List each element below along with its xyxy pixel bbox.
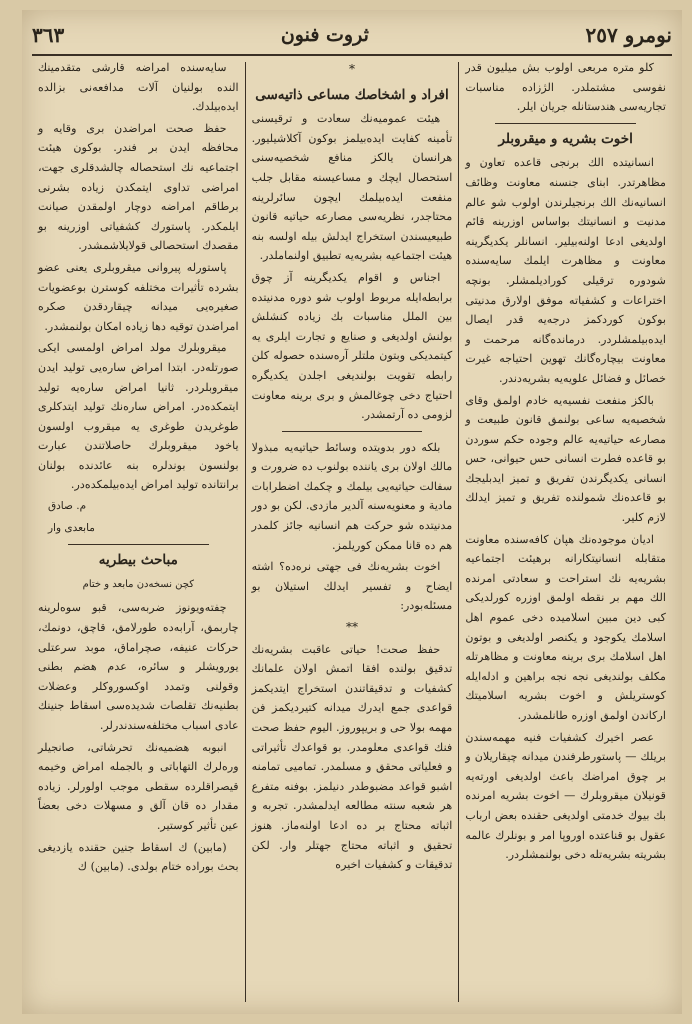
- column-right: [459, 58, 672, 1006]
- paragraph: (مابين) ك اسقاط جنين حقندە يازديغى بحث بوراده ختام بولدى. (مابين) ك: [37, 840, 239, 874]
- paragraph: بلكە دور بدويتدە وسائط حياتيەيە مبذولا مالك اولان برى يانندە بولنوب دە ضرورت و سفالت حياتيەيى بيلمك و چكمك اضطرابات مادية و معنويەسنە آلدير مازدى. لكن بو دور مدنيتدە شو حركت هم انسانيە جائز كلمدر هم دە قانا ممكن كوريلمز.: [251, 440, 453, 552]
- paragraph: انسانيتدە الك برنجى قاعدە تعاون و مظاهرتدر. ابناى جنسنە معاونت وظائف انسانيەنك الك برنجيلرندن اولوب شو عالم مدنيت و انسانيتك بواساس اوزرينە قائم اولديغى ادعا اولنەبيلير. انسانلر يكديگرينە معاونت و مظاهرت ايلمك سايەسندە شودورە ترقيلى كوراديلمشلر. بونچە اختراعات و كشفياتە موفق اولارق مدنيتى بوكون كوردكمز درجەيە قدر ايصال ايدەبيلمشلردر. درماندەگانە مرحمت و معاونت بيچارەگانك تهوين احتياجە غيرت خصائل و فضائل علويەيە بشريەدندر.: [465, 156, 666, 385]
- newspaper-page: [22, 10, 682, 1014]
- article-heading: اخوت بشريە و ميقروبلر: [498, 130, 633, 147]
- paragraph: پاستورلە پيروانى ميقروبلرى يعنى عضو بشردە تأثيرات مختلفە كوسترن بوعضويات صغيرەيى ميدانە چيقاردقدن صكرە امراضدن توقيە دها زيادە امكان بولنمشدر.: [37, 260, 239, 333]
- paragraph: اجناس و اقوام يكديگرينە آز چوق برابطەايلە مربوط اولوب شو دورە مدنيتدە بين الملل مناسبات بك زيادە كنشلش بولنش اولديغى و صنايع و تجارت ايلرى يە كيتمديكى وبتون ملتلر آرەسندە حصولە كلن رابطە تقويت بولنديغى اجلدن يكديگرە احتياج دخى چوغالمش و برى برينە معاونت لزومى دە آرتمشدر.: [251, 270, 453, 422]
- paragraph: حفظ صحت امراضدن برى وقايە و محافظە ايدن بر فندر. بوكون هيئت اجتماعيە نك استحصالە چالشدقلرى جهت، امراضى تداوى ايتمكدن زيادە بشرنى برطاقم امراضە دوچار اولمقدن صيانت ايلمكدر. پاستورك كشفياتى اوزرينە بو مقصدك استحصالى قولايلاشمشدر.: [37, 121, 239, 253]
- paragraph: اخوت بشريەنك فى جهتى نرەدە؟ اشتە ايضاح و تفسير ايدلك استيلان بو مسئلەبودر:: [251, 560, 453, 613]
- section-ornament: **: [345, 620, 358, 635]
- paragraph: ميقروبلرك مولد امراض اولمسى ايكى صورتلەدر. ابتدا امراض سارەيى توليد ايدن ميقروبلردر. ثانيا امراض سارەيە توليد ايتمكدەدر. امراض سارەنك توليد ايتدكلرى طوغريدن طوغرى يە ميقروب اولسون ياخود ميقروبلرك حاصلاتندن عبارت بولنسون بوندلرە بنە عائدندە بولنان برانتاندە توليد امراض ايدەبيلمكدەدر.: [37, 341, 239, 492]
- paragraph: هيئت عموميەنك سعادت و ترقيسنى تأمينە كفايت ايدەبيلمز بوكون آكلاشيليور. هرانسان يالكز منافع شخصيەسنى استحصال ايچك و مساعيسنە مقابل جلب منفعت ايدەبيلمك ايچون سائرلرينە محتاجدر، نظريەسى مصارعە حياتيە قانون طبيعيسندن استخراج ايدلش بيلە اولسە بنە هيئت اجتماعيە بشريەيە تطبيق اولنماملدر.: [251, 112, 453, 263]
- paragraph: حفظ صحت! حياتى عاقبت بشريەنك تدقيق بولندە افقا اتمش اولان علمانك كشفيات و تدقيقاتندن استخراج ايتديكمز قواعدى جمع ايدرك ميدانە كتيرديكمز فن مهمە بولا حى و بريپوروز. اليوم حفظ صحت فنك قواعدى معلومدر. بو قواعدك تأثيراتى و فعلياتى محقق و مسلمدر. تماميى تمامنە اشبو قواعد مضبوطدر دنيلمز. بوفنە متفرع هر شعبە سنتە مطالعە ايدلمشدر. تجربە و اثباتە محتاج بر دە ادعا اولنەماز. هنوز تحقيق و اثباتە محتاج جهتلر وار. لكن تدقيقات و كشفيات اخيرە: [251, 642, 453, 872]
- divider: [495, 123, 636, 124]
- column-left: [32, 58, 245, 1006]
- article-subheading: كچن نسخەدن مابعد و ختام: [82, 578, 195, 590]
- paragraph: چفتەويونوز ضربەسى، قبو سوەلرينە چاربمق، آرابەدە طورلامق، قاچق، دونمك، حركات عنيفە، صچراماق، موبد سرعتلى يورويشلر و سائرە، عدم هضم بطنى وقولنى وتمدد اوكسوروكلر وعضلات بطنيەنك تقلصات شديدەسى اسقاط جنينك عادى اسباب مختلفەسندندرلر.: [37, 601, 239, 732]
- divider: [282, 431, 423, 432]
- column-middle: [246, 58, 459, 1006]
- author-signature: م. صادق: [47, 500, 87, 513]
- divider: [68, 544, 209, 545]
- masthead: [32, 16, 672, 56]
- paragraph: سايەسندە امراضە قارشى متقدمينك الندە بولنيان آلات مدافعەنى بزالدە ايدەبيلدك.: [37, 61, 239, 114]
- paragraph: انبوبە هضميەنك تحرشاتى، صانجيلر ورەلرك التهاباتى و بالجملە امراض وخيمە قيصراقلردە سقطى موجب اولورلر. زيادە مقدار دە قان آلق و مسهلات دخى بعضاً عين تأثير كوستير.: [37, 740, 239, 832]
- paragraph: كلو مترە مربعى اولوب بش ميليون قدر نفوسى مشتملدر. الژزاده مناسبات تجاريەسى هندستانلە جريان ايلر.: [465, 61, 666, 114]
- column-rule: [245, 62, 246, 1002]
- section-ornament: *: [348, 62, 355, 76]
- paragraph: بالكز منفعت نفسيەيە خادم اولمق وقاى شخصيەيە ساعى بولنمق قانون طبيعت و مصارعە حياتيەيە عالم وجودە حكم سوردن بو قاعدە فطرت انسانى حس حيوانى، حس انسانى يكديگرندن تفريق و تميز ايدبليجك بو قاعدەنك شمولندە تفريق و تميز ايدلك لازم كلير.: [465, 393, 666, 525]
- column-rule: [458, 62, 459, 1002]
- article-heading: مباحث بيطريە: [98, 552, 178, 569]
- column-layout: [32, 58, 672, 1006]
- continued-note: مابعدى وار: [47, 521, 95, 534]
- publication-title: ثروت فنون: [280, 24, 369, 46]
- paragraph: عصر اخيرك كشفيات فنيە مهمەسندن بريلك — پاستورطرفندن ميدانە چيقاريلان و بر چوق امراضك باعث اولديغى اورتەيە قونيلان ميقروبلرك — اخوت بشريە امرندە بك بيوك خدمتى اولديغى حقندە بعض ارباب عقول بو قناعتدە اوروپا امر و بونلرك عالمە بشريتە بشريەتلە دخى بولنمشلردر.: [465, 730, 666, 862]
- article-heading: افراد و اشخاصك مساعى ذاتيەسى: [255, 86, 449, 103]
- issue-number: نومرو ٢٥٧: [585, 23, 672, 47]
- paragraph: اديان موجودەنك هپان كافەسندە معاونت متقابلە انسانيتكارانە برهيئت اجتماعيە بشريەيە نك استراحت و سعادتى امرندە الك مهم بر نقطە اولمق اوزرە كورلديكى كبى دين مبين اسلاميدە دخى عموم اهل اسلامك يكوجود و يكنصر اولديغى و بوتون اهل اسلامك برى برينە معاونت و مظاهرتلە مكلف بولنديغى نجە نجە براهين و ادلەايلە كوستريلش و اخوت بشريە اسلاميتك اركاندن اولمق اوزرە طانلمشدر.: [465, 532, 666, 722]
- page-number: ٣٦٣: [32, 23, 65, 47]
